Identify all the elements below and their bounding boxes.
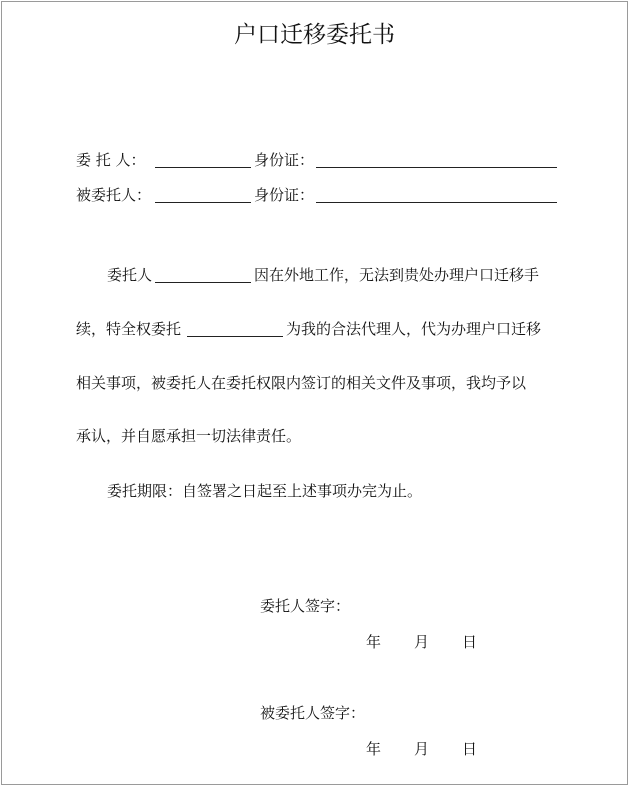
principal-date-day: 日 [462,633,478,651]
body-line-1-start: 委托人 [107,266,153,284]
agent-label: 被委托人： [76,186,152,204]
body-line-2-start: 续，特全权委托 [76,320,182,338]
body-line-2-rest: 为我的合法代理人，代为办理户口迁移 [286,320,542,338]
principal-name-blank [155,167,251,168]
principal-signature-label: 委托人签字： [260,597,351,615]
agent-date-year: 年 [366,740,382,758]
agent-signature-label: 被委托人签字： [260,704,366,722]
principal-id-blank [316,167,557,168]
agent-name-blank [155,202,251,203]
principal-label: 委 托 人： [76,151,146,169]
agent-id-blank [316,202,557,203]
body-line-3: 相关事项，被委托人在委托权限内签订的相关文件及事项，我均予以 [76,374,527,392]
body-line-1-rest: 因在外地工作，无法到贵处办理户口迁移手 [254,266,540,284]
principal-id-label: 身份证： [254,151,315,169]
entrust-period: 委托期限：自签署之日起至上述事项办完为止。 [107,482,423,500]
principal-date-month: 月 [414,633,430,651]
body-agent-blank [187,336,283,337]
body-principal-blank [155,282,251,283]
agent-date-day: 日 [462,740,478,758]
agent-date-month: 月 [414,740,430,758]
agent-id-label: 身份证： [254,186,315,204]
principal-date-year: 年 [366,633,382,651]
document-page [1,1,628,785]
body-line-4: 承认，并自愿承担一切法律责任。 [76,427,302,445]
document-title: 户口迁移委托书 [234,22,395,48]
